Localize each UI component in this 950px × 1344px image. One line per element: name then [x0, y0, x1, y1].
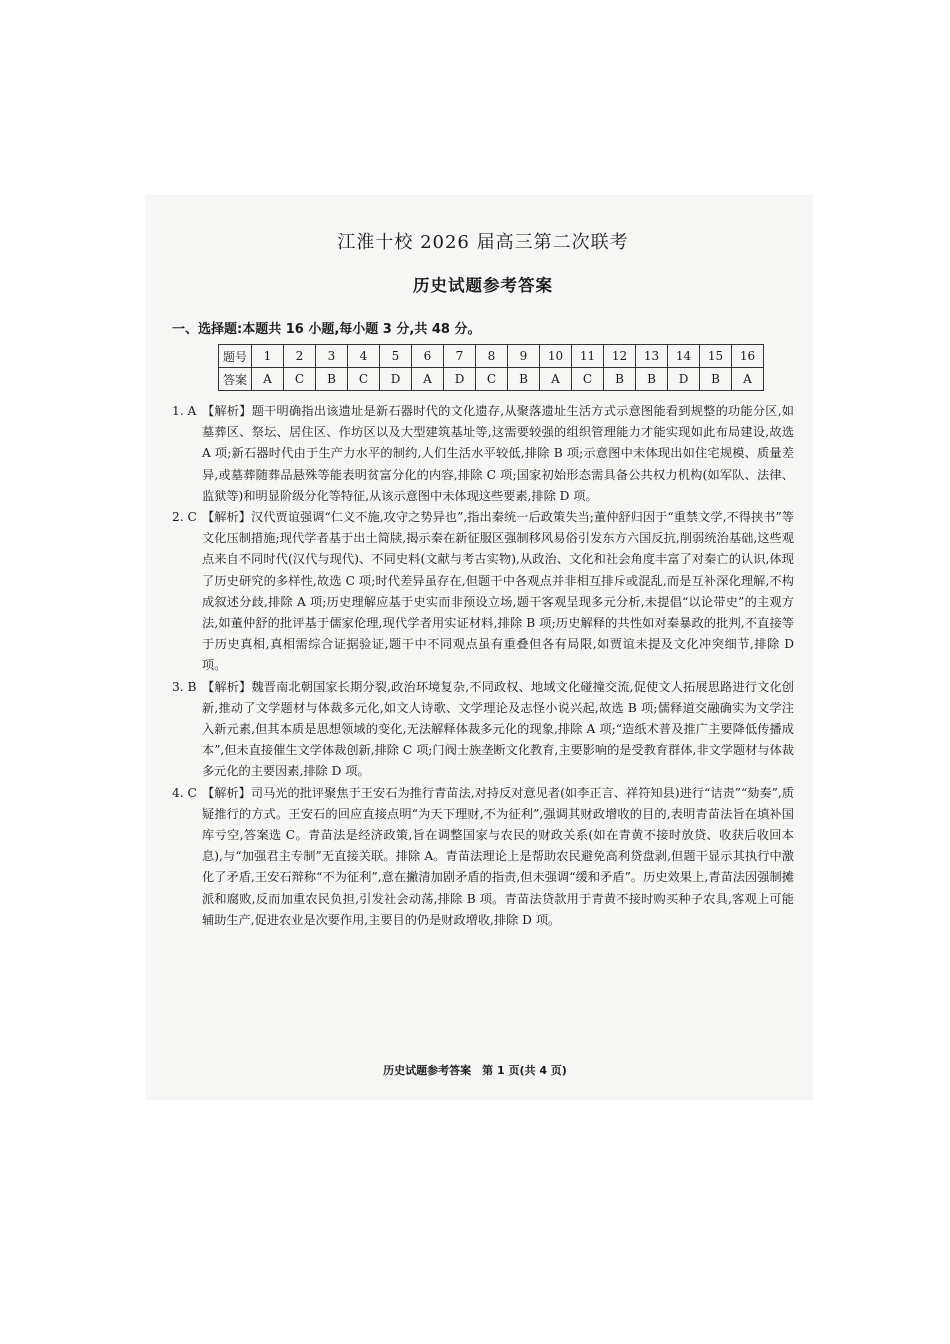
question-number: 14 [668, 345, 700, 368]
answer-cell: C [572, 368, 604, 391]
explanation-item [172, 783, 794, 931]
explanation-item [172, 507, 794, 677]
item-text: 【解析】汉代贾谊强调“仁义不施,攻守之势异也”,指出秦统一后政策失当;董仲舒归因于“重禁文学,不得挟书”等文化压制措施;现代学者基于出土简牍,揭示秦在新征服区强制移风易俗引发东方六国反抗,削弱统治基础,这些观点来自不同时代(汉代与现代)、不同史料(文献与考古实物),从政治、文化和社会角度丰富了对秦亡的认识,体现了历史研究的多样性,故选 C 项;时代差异虽存在,但题干中各观点并非相互排斥或混乱,而是互补深化理解,不构成叙述分歧,排除 A 项;历史理解应基于史实而非预设立场,题干客观呈现多元分析,未提倡“以论带史”的主观方法,如董仲舒的批评基于儒家伦理,现代学者用实证材料,排除 B 项;历史解释的共性如对秦暴政的批判,不直接等于历史真相,真相需综合证据验证,题干中不同观点虽有重叠但各有局限,如贾谊未提及文化冲突细节,排除 D 项。 [202, 510, 794, 673]
answer-cell: D [444, 368, 476, 391]
question-number: 2 [284, 345, 316, 368]
question-number: 12 [604, 345, 636, 368]
answer-cell: C [284, 368, 316, 391]
answer-cell: B [508, 368, 540, 391]
question-number: 5 [380, 345, 412, 368]
answer-cell: C [348, 368, 380, 391]
question-number-row [219, 345, 764, 368]
answer-cell: A [412, 368, 444, 391]
answer-cell: B [700, 368, 732, 391]
question-number: 9 [508, 345, 540, 368]
question-number: 6 [412, 345, 444, 368]
question-number: 13 [636, 345, 668, 368]
question-number: 8 [476, 345, 508, 368]
row-label-answer: 答案 [219, 368, 252, 391]
answer-cell: A [252, 368, 284, 391]
answer-cell: A [732, 368, 764, 391]
explanation-item [172, 401, 794, 507]
question-number: 7 [444, 345, 476, 368]
item-number: 3. B [172, 679, 197, 694]
page-footer: 历史试题参考答案 第 1 页(共 4 页) [383, 1064, 567, 1077]
item-text: 【解析】魏晋南北朝国家长期分裂,政治环境复杂,不同政权、地域文化碰撞交流,促使文人拓展思路进行文化创新,推动了文学题材与体裁多元化,如文人诗歌、文学理论及志怪小说兴起,故选 B 项;儒释道交融确实为文学注入新元素,但其本质是思想领域的变化,无法解释体裁多元化的现象,排除 A 项;“造纸术普及推广主要降低传播成本”,但未直接催生文学体裁创新,排除 C 项;门阀士族垄断文化教育,主要影响的是受教育群体,非文学题材与体裁多元化的主要因素,排除 D 项。 [202, 679, 794, 779]
question-number: 10 [540, 345, 572, 368]
answer-row [219, 368, 764, 391]
answer-cell: D [668, 368, 700, 391]
question-number: 11 [572, 345, 604, 368]
item-number: 1. A [172, 404, 197, 418]
document-content [172, 228, 794, 931]
answer-cell: C [476, 368, 508, 391]
item-text: 【解析】题干明确指出该遗址是新石器时代的文化遗存,从聚落遗址生活方式示意图能看到规整的功能分区,如墓葬区、祭坛、居住区、作坊区以及大型建筑基址等,这需要较强的组织管理能力才能实现如此布局建设,故选 A 项;新石器时代由于生产力水平的制约,人们生活水平较低,排除 B 项;示意图中未体现出如住宅规模、质量差异,或墓葬随葬品悬殊等能表明贫富分化的内容,排除 C 项;国家初始形态需具备公共权力机构(如军队、法律、监狱等)和明显阶级分化等特征,从该示意图中未体现这些要素,排除 D 项。 [202, 404, 794, 503]
question-number: 4 [348, 345, 380, 368]
exam-subtitle: 历史试题参考答案 [413, 276, 553, 295]
explanation-list [172, 401, 794, 931]
exam-title: 江淮十校 2026 届高三第二次联考 [337, 232, 629, 253]
answer-cell: B [636, 368, 668, 391]
question-number: 16 [732, 345, 764, 368]
row-label-number: 题号 [219, 345, 252, 368]
answer-cell: A [540, 368, 572, 391]
item-text: 【解析】司马光的批评聚焦于王安石为推行青苗法,对持反对意见者(如李正言、祥符知县)进行“诘责”“劾奏”,质疑推行的方式。王安石的回应直接点明“为天下理财,不为征利”,强调其财政增收的目的,表明青苗法旨在填补国库亏空,答案选 C。青苗法是经济政策,旨在调整国家与农民的财政关系(如在青黄不接时放贷、收获后收回本息),与“加强君主专制”无直接关联。排除 A。青苗法理论上是帮助农民避免高利贷盘剥,但题干显示其执行中激化了矛盾,王安石辩称“不为征利”,意在撇清加剧矛盾的指责,但未强调“缓和矛盾”。历史效果上,青苗法因强制摊派和腐败,反而加重农民负担,引发社会动荡,排除 B 项。青苗法贷款用于青黄不接时购买种子农具,客观上可能辅助生产,促进农业是次要作用,主要目的仍是财政增收,排除 D 项。 [202, 785, 794, 927]
answer-table [218, 344, 764, 391]
question-number: 3 [316, 345, 348, 368]
explanation-item [172, 677, 794, 783]
item-number: 2. C [172, 510, 197, 525]
answer-cell: B [316, 368, 348, 391]
answer-cell: D [380, 368, 412, 391]
question-number: 1 [252, 345, 284, 368]
question-number: 15 [700, 345, 732, 368]
section-heading: 一、选择题:本题共 16 小题,每小题 3 分,共 48 分。 [172, 322, 481, 337]
answer-cell: B [604, 368, 636, 391]
item-number: 4. C [172, 785, 197, 800]
